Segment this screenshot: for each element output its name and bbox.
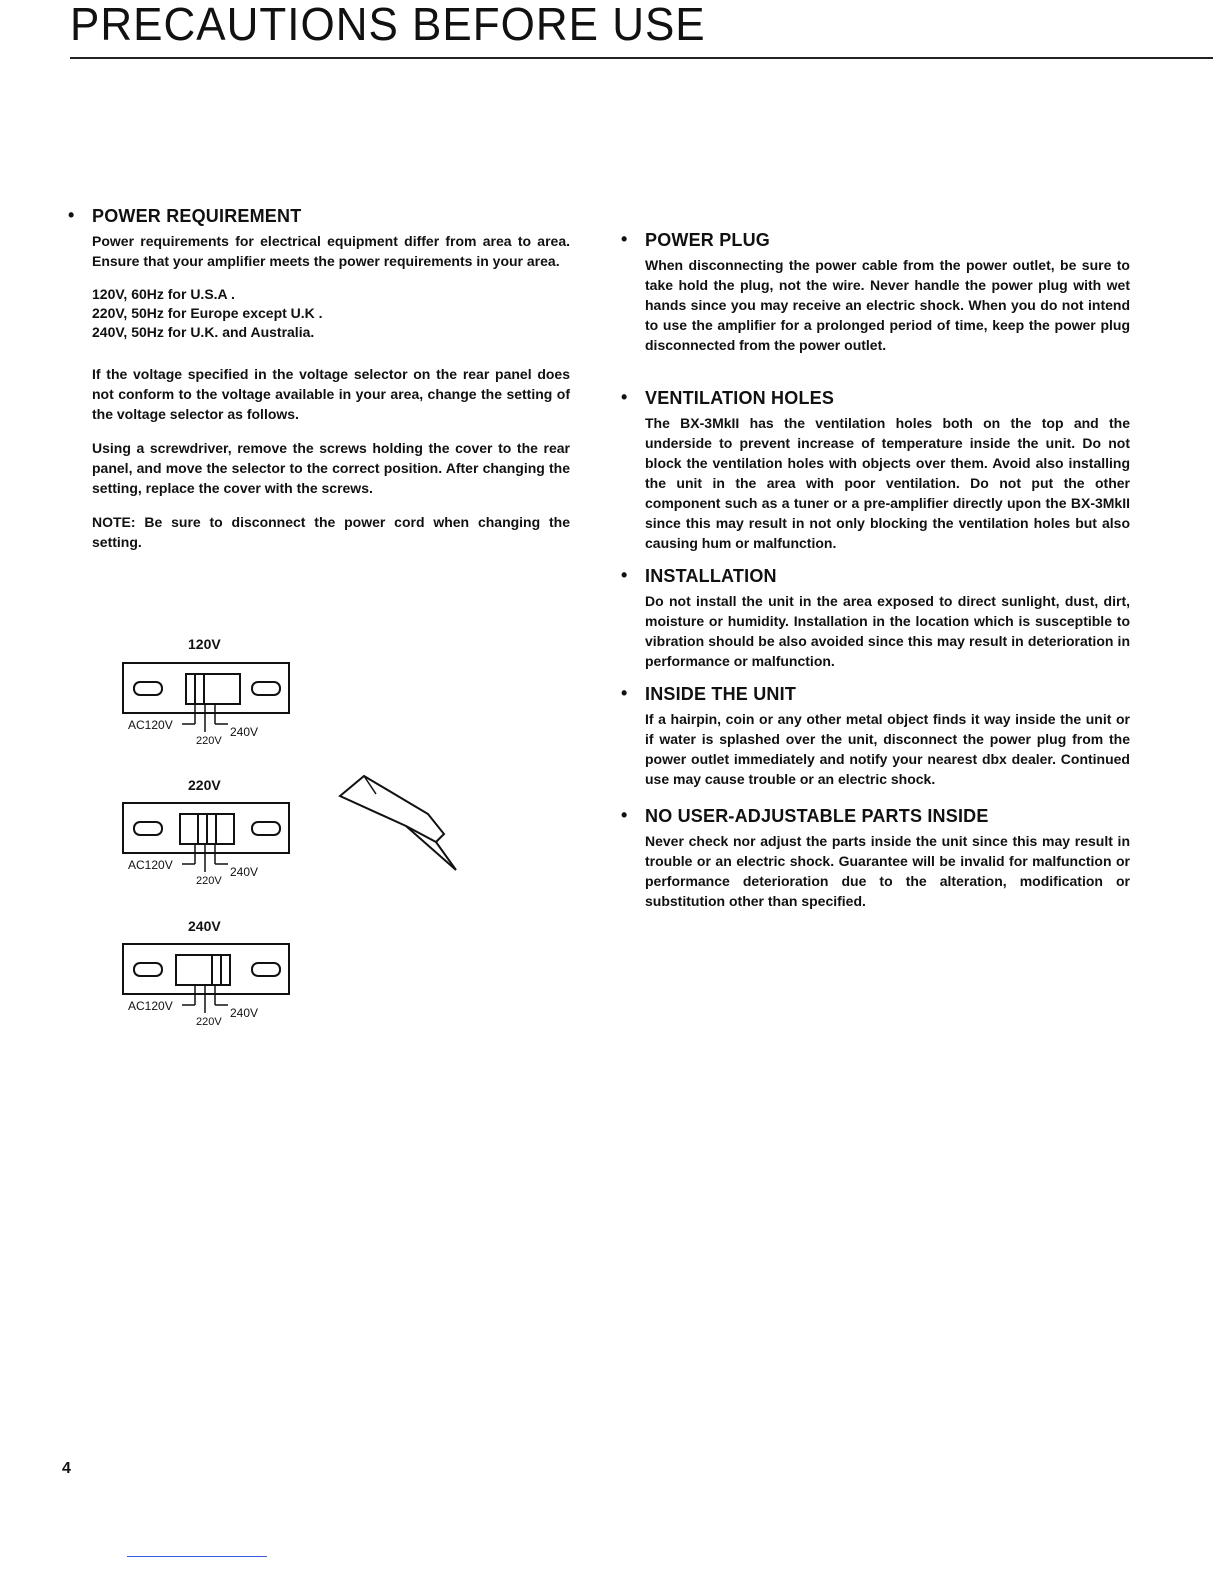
no-user-parts-section (645, 806, 1130, 911)
power-plug-heading: • POWER PLUG (645, 230, 1130, 251)
mounting-slot-right (252, 682, 280, 695)
no-user-parts-body: Never check nor adjust the parts inside the unit since this may result in trouble or an electric shock. Guarantee will be invalid for malfunction or performance deterioration due to the alteration, modification or substitution other than specified. (645, 833, 1130, 909)
voltage-line-usa: 120V, 60Hz for U.S.A . (92, 286, 235, 302)
mounting-slot-left (134, 963, 162, 976)
installation-section (645, 566, 1130, 671)
bottom-edge-mark (127, 1556, 267, 1557)
title-divider (70, 57, 1213, 59)
installation-body: Do not install the unit in the area exposed to direct sunlight, dust, dirt, moisture or humidity. Installation in the location which is susceptible to vibration should be also avoided since this may result in deterioration in performance or malfunction. (645, 593, 1130, 669)
voltage-line-uk: 240V, 50Hz for U.K. and Australia. (92, 324, 315, 340)
screwdriver-paragraph: Using a screwdriver, remove the screws holding the cover to the rear panel, and move the selector to the correct position. After changing the setting, replace the cover with the screws. (92, 440, 570, 496)
voltage-line-europe: 220V, 50Hz for Europe except U.K . (92, 305, 323, 321)
ventilation-holes-body: The BX-3MkII has the ventilation holes both on the top and the underside to prevent increase of temperature inside the unit. Do not block the ventilation holes with objects over them. Avoid also installing the unit in the area with poor ventilation. Do not put the other component such as a tuner or a pre-amplifier directly upon the BX-3MkII since this may result in not only blocking the ventilation holes but also causing hum or malfunction. (645, 415, 1130, 551)
page-title: PRECAUTIONS BEFORE USE (70, 0, 706, 51)
ventilation-holes-section (645, 388, 1130, 553)
label-240v-2: 240V (230, 865, 259, 879)
ventilation-holes-heading: • VENTILATION HOLES (645, 388, 1130, 409)
note-paragraph: NOTE: Be sure to disconnect the power cord when changing the setting. (92, 514, 570, 550)
power-plug-body: When disconnecting the power cable from the power outlet, be sure to take hold the plug, not the wire. Never handle the power plug with wet hands since you may receive an electric shock. When you do not intend to use the amplifier for a prolonged period of time, keep the power plug disconnected from the power outlet. (645, 257, 1130, 353)
label-240v-3: 240V (230, 1006, 259, 1020)
mounting-slot-left (134, 822, 162, 835)
power-requirement-intro: Power requirements for electrical equipment differ from area to area. Ensure that your amplifier meets the power requirements in your area. (92, 233, 570, 269)
power-requirement-section (92, 206, 570, 552)
installation-heading: • INSTALLATION (645, 566, 1130, 587)
selector-plate (123, 944, 289, 994)
selector-paragraph: If the voltage specified in the voltage selector on the rear panel does not conform to the voltage available in your area, change the setting of the voltage selector as follows. (92, 366, 570, 422)
label-ac120v-1: AC120V (128, 718, 173, 732)
label-ac120v-2: AC120V (128, 858, 173, 872)
mounting-slot-right (252, 822, 280, 835)
no-user-parts-heading: • NO USER-ADJUSTABLE PARTS INSIDE (645, 806, 1130, 827)
inside-the-unit-body: If a hairpin, coin or any other metal object finds it way inside the unit or if water is splashed over the unit, disconnect the power plug from the power outlet immediately and notify your nearest dbx dealer. Continued use may cause trouble or an electric shock. (645, 711, 1130, 787)
label-ac120v-3: AC120V (128, 999, 173, 1013)
diagram-title-120v: 120V (188, 636, 221, 652)
label-220v-3: 220V (196, 1016, 222, 1028)
screwdriver-illustration (336, 770, 466, 880)
label-220v-2: 220V (196, 875, 222, 887)
label-240v-1: 240V (230, 725, 259, 739)
diagram-title-240v: 240V (188, 918, 221, 934)
page-number: 4 (62, 1460, 71, 1477)
power-plug-section (645, 230, 1130, 355)
inside-the-unit-section (645, 684, 1130, 789)
power-requirement-heading: • POWER REQUIREMENT (92, 206, 570, 227)
diagram-title-220v: 220V (188, 777, 221, 793)
mounting-slot-right (252, 963, 280, 976)
selector-plate (123, 663, 289, 713)
label-220v-1: 220V (196, 735, 222, 747)
mounting-slot-left (134, 682, 162, 695)
inside-the-unit-heading: • INSIDE THE UNIT (645, 684, 1130, 705)
